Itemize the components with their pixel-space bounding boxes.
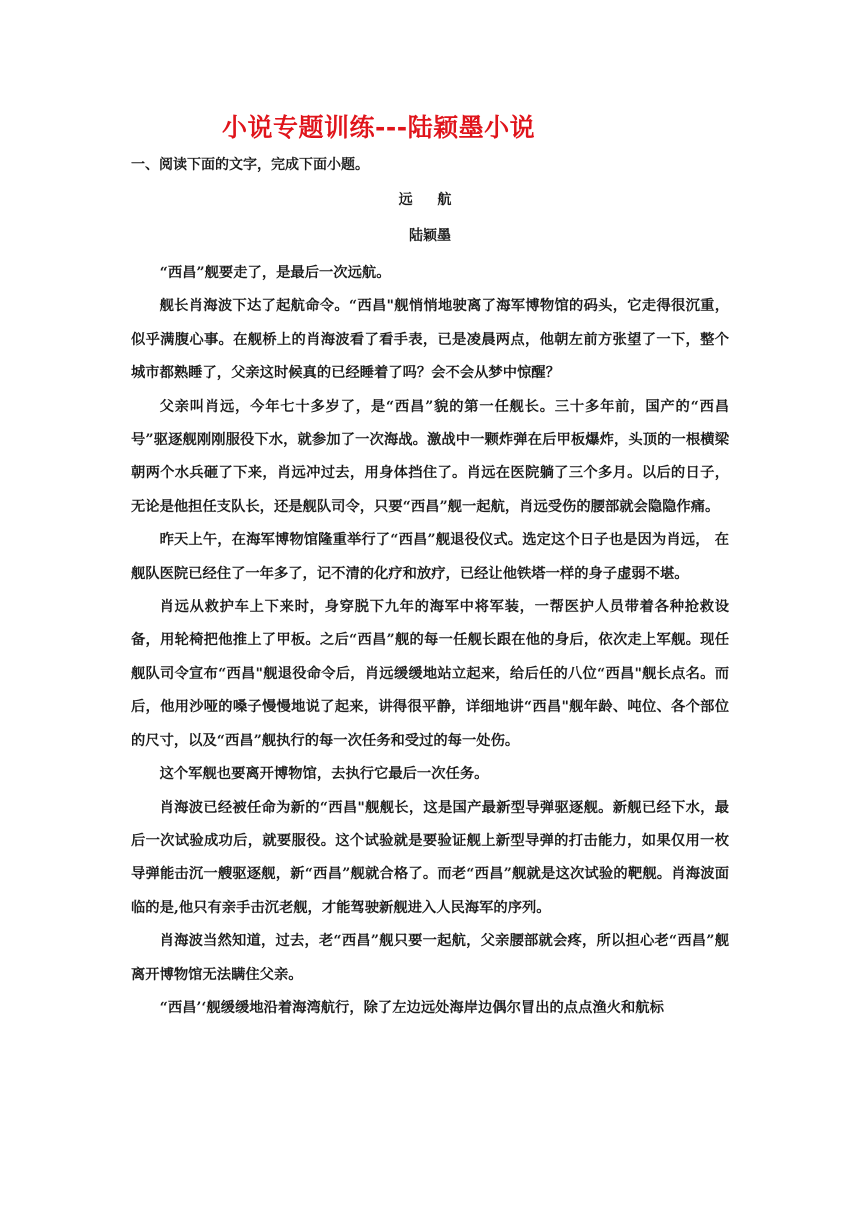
paragraph: “西昌’‘舰缓缓地沿着海湾航行，除了左边远处海岸边偶尔冒出的点点渔火和航标 — [159, 999, 664, 1016]
paragraph: 这个军舰也要离开博物馆，去执行它最后一次任务。 — [159, 766, 489, 783]
paragraph: 父亲叫肖远，今年七十多岁了，是“西昌”貌的第一任舰长。三十多年前，国产的“西昌号”驱逐舰刚刚服役下水，就参加了一次海战。激战中一颗炸弹在后甲板爆炸，头顶的一根横梁朝两个水兵砸了下来，肖远冲过去，用身体挡住了。肖远在医院躺了三个多月。以后的日子，无论是他担任支队长，还是舰队司令，只要“西昌”舰一起航，肖远受伤的腰部就会隐隐作痛。 — [131, 398, 729, 515]
story-title: 远 航 — [398, 192, 462, 208]
paragraph: “西昌”舰要走了，是最后一次远航。 — [159, 265, 391, 281]
story-body — [131, 257, 729, 1025]
paragraph: 肖海波已经被任命为新的“西昌"舰舰长，这是国产最新型导弹驱逐舰。新舰已经下水，最后一次试验成功后，就要服役。这个试验就是要验证舰上新型导弹的打击能力，如果仅用一枚导弹能击沉一艘驱逐舰，新“西昌”舰就合格了。而老“西昌”舰就是这次试验的靶舰。肖海波面临的是,他只有亲手击沉老舰，才能驾驶新舰进入人民海军的序列。 — [131, 799, 729, 916]
page-title: 小说专题训练---陆颖墨小说 — [222, 113, 536, 142]
paragraph: 舰长肖海波下达了起航命令。“西昌"舰悄悄地驶离了海军博物馆的码头，它走得很沉重， 似乎满腹心事。在舰桥上的肖海波看了看手表，已是凌晨两点，他朝左前方张望了一下，整个城市都熟睡了，父亲这时候真的已经睡着了吗？会不会从梦中惊醒？ — [131, 298, 729, 382]
question-prompt: 一、阅读下面的文字，完成下面小题。 — [131, 157, 369, 173]
paragraph: 昨天上午，在海军博物馆隆重举行了“西昌”舰退役仪式。选定这个日子也是因为肖远， 在舰队医院已经住了一年多了，记不清的化疗和放疗，已经让他铁塔一样的身子虚弱不堪。 — [131, 532, 729, 582]
paragraph: 肖海波当然知道，过去，老“西昌”舰只要一起航，父亲腰部就会疼，所以担心老“西昌”舰离开博物馆无法瞒住父亲。 — [131, 933, 729, 983]
story-author: 陆颖墨 — [409, 228, 451, 244]
paragraph: 肖远从救护车上下来时，身穿脱下九年的海军中将军装，一帮医护人员带着各种抢救设备，用轮椅把他推上了甲板。之后“西昌”舰的每一任舰长跟在他的身后，依次走上军舰。现任舰队司令宣布“西昌"舰退役命令后，肖远缓缓地站立起来，给后任的八位“西昌"舰长点名。而后，他用沙哑的嗓子慢慢地说了起来，讲得很平静，详细地讲“西昌"舰年龄、吨位、各个部位的尺寸，以及“西昌”舰执行的每一次任务和受过的每一处伤。 — [131, 599, 729, 749]
